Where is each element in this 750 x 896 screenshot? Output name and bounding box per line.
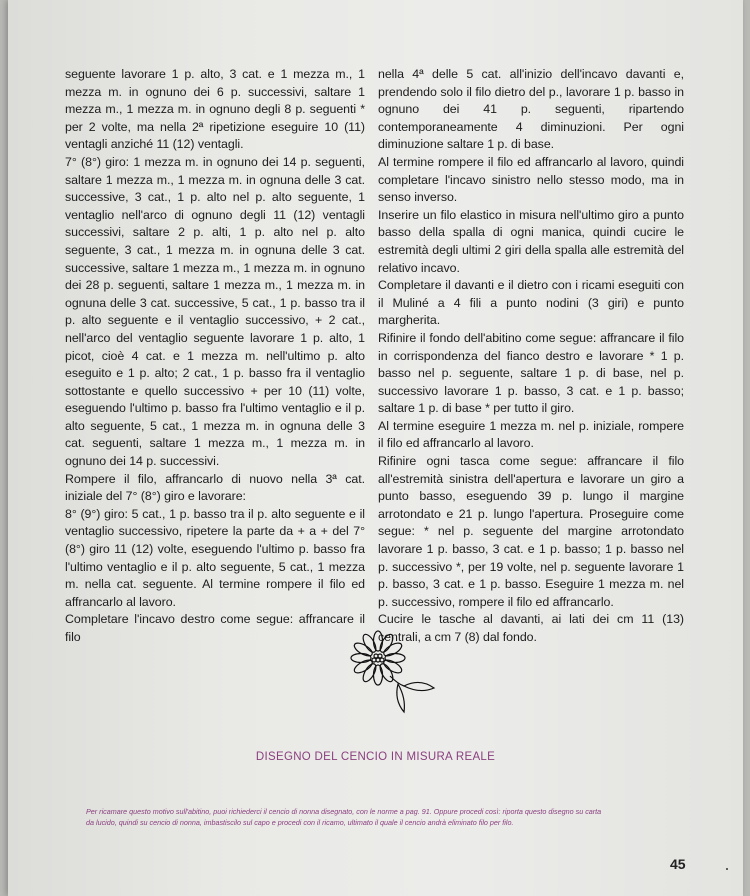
paragraph: Rifinire ogni tasca come segue: affrancare il filo all'estremità sinistra dell'apertura e lavorare un giro a punto basso, eseguendo 39 p. lungo il margine arrotondato e 21 p. lungo l'apertura. Proseguire come segue: * nel p. seguente del margine arrotondato lavorare 1 p. basso, 3 cat. e 1 p. basso; 1 p. basso nel p. successivo *, per 19 volte, nel p. seguente lavorare 1 p. basso, 3 cat. e 1 p. basso. Eseguire 1 mezza m. nel p. successivo, rompere il filo ed affrancarlo. (378, 454, 684, 609)
paragraph: Rifinire il fondo dell'abitino come segue: affrancare il filo in corrispondenza del fianco destro e lavorare * 1 p. basso nel p. seguente, saltare 1 p. di base, nel p. successivo lavorare 1 p. basso, 3 cat. e 1 p. basso; saltare 1 p. di base * per tutto il giro. (378, 330, 684, 416)
paragraph: Inserire un filo elastico in misura nell'ultimo giro a punto basso della spalla di ogni manica, quindi cucire le estremità degli ultimi 2 giri della spalla alle estremità del relativo incavo. (378, 207, 684, 275)
paragraph: Rompere il filo, affrancarlo di nuovo nella 3ª cat. iniziale del 7° (8°) giro e lavorare: (65, 471, 365, 504)
left-column (65, 66, 365, 647)
paragraph: nella 4ª delle 5 cat. all'inizio dell'incavo davanti e, prendendo solo il filo dietro del p., lavorare 1 p. basso in ognuno dei 41 p. seguenti, ripartendo contemporaneamente 4 diminuzioni. Per ogni diminuzione saltare 1 p. di base. (378, 67, 684, 152)
paragraph: Al termine rompere il filo ed affrancarlo al lavoro, quindi completare l'incavo sinistro nello stesso modo, ma in senso inverso. (378, 154, 684, 205)
dot-mark (726, 868, 728, 870)
caption-text: Per ricamare questo motivo sull'abitino, puoi richiederci il cencio di nonna disegnato, con le norme a pag. 91. Oppure procedi così: riporta questo disegno su carta da lucido, quindi su cencio di nonna, imbastiscilo sul capo e procedi con il ricamo, ultimato il quale il cencio andrà eliminato filo per filo. (86, 807, 602, 827)
paragraph: Cucire le tasche al davanti, ai lati dei cm 11 (13) centrali, a cm 7 (8) dal fondo. (378, 612, 684, 644)
paragraph: Completare l'incavo destro come segue: affrancare il filo (65, 612, 365, 644)
page-number: 45 (670, 856, 686, 872)
book-page (8, 0, 743, 896)
paragraph: 7° (8°) giro: 1 mezza m. in ognuno dei 14 p. seguenti, saltare 1 mezza m., 1 mezza m. in ognuna delle 3 cat. successive, 3 cat., 1 p. alto nel p. alto seguente, 1 ventaglio nell'arco di ognuno degli 11 (12) ventagli successivi, saltare 2 p. alti, 1 p. alto nel p. alto seguente, 3 cat., 1 mezza m. in ognuna delle 3 cat. successive, saltare 1 mezza m., 1 mezza m. in ognuno dei 28 p. seguenti, saltare 1 mezza m., 1 mezza m. in ognuna delle 3 cat. successive, 5 cat., 1 p. basso tra il p. alto seguente e il ventaglio successivo, + 2 cat., nell'arco del ventaglio seguente lavorare 1 p. alto, 1 picot, cioè 4 cat. e 1 mezza m. nell'ultimo p. alto eseguito e 1 p. alto; 2 cat., 1 p. basso fra il ventaglio sottostante e quello successivo + per 10 (11) volte, eseguendo l'ultimo p. basso fra l'ultimo ventaglio e il p. alto seguente, 5 cat., 1 mezza m. in ognuna delle 3 cat. seguenti, saltare 1 mezza m., 1 mezza m. in ognuno dei 14 p. successivi. (65, 154, 365, 469)
caption-title: DISEGNO DEL CENCIO IN MISURA REALE (255, 751, 496, 763)
paragraph: 8° (9°) giro: 5 cat., 1 p. basso tra il p. alto seguente e il ventaglio successivo, ripetere la parte da + a + del 7° (8°) giro 11 (12) volte, eseguendo l'ultimo p. basso fra l'ultimo ventaglio e il p. alto seguente, 5 cat., 1 mezza m. nella cat. seguente. Al termine rompere il filo ed affrancarlo al lavoro. (65, 506, 365, 609)
paragraph: seguente lavorare 1 p. alto, 3 cat. e 1 mezza m., 1 mezza m. in ognuno dei 6 p. successivi, saltare 1 mezza m., 1 mezza m. in ognuno degli 8 p. seguenti * per 2 volte, ma nella 2ª ripetizione eseguire 10 (11) ventagli anziché 11 (12) ventagli. (65, 67, 365, 152)
daisy-flower-icon (338, 628, 438, 718)
right-column (378, 66, 684, 647)
paragraph: Al termine eseguire 1 mezza m. nel p. iniziale, rompere il filo ed affrancarlo al lavoro. (378, 418, 684, 451)
paragraph: Completare il davanti e il dietro con i ricami eseguiti con il Muliné a 4 fili a punto nodini (3 giri) e punto margherita. (378, 278, 684, 328)
